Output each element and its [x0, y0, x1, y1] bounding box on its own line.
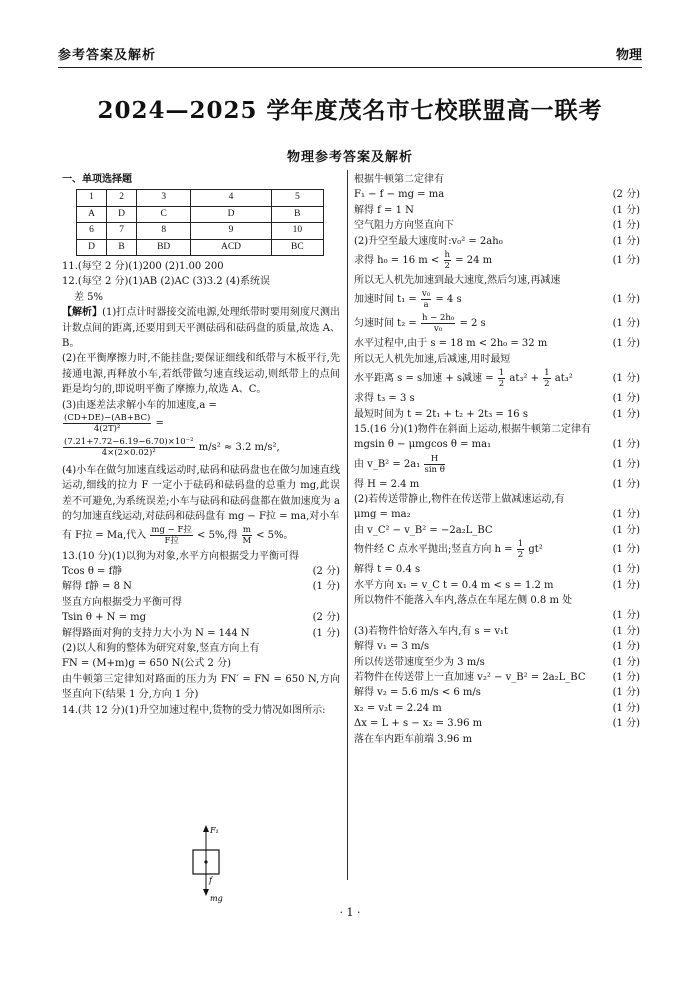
q13-step: 由牛顿第三定律知对路面的压力为 FN′ = FN = 650 N,方向竖直向下(结果 1 分,方向 1 分)	[62, 673, 340, 701]
q14-step	[354, 407, 640, 422]
score: (1 分)	[612, 610, 640, 622]
eq: gt²	[528, 544, 543, 556]
eq: 匀速时间 t₂ =	[354, 318, 417, 330]
score: (2 分)	[312, 612, 340, 624]
q15-step	[354, 655, 640, 670]
label-F1: F₁	[210, 826, 219, 835]
score: (2 分)	[612, 189, 640, 201]
q14-step: 所以无人机先加速,后减速,用时最短	[354, 353, 511, 365]
score: (1 分)	[612, 478, 640, 490]
score: (1 分)	[612, 718, 640, 730]
numerator: (CD+DE)−(AB+BC)	[64, 413, 151, 424]
q14-step	[354, 203, 640, 218]
q14-step	[354, 367, 640, 391]
formula-result: m/s² ≈ 3.2 m/s²,	[198, 442, 280, 454]
eq: at₃² +	[509, 373, 539, 385]
denominator: 2	[444, 260, 450, 271]
q13-step: FN = (M+m)g = 650 N(公式 2 分)	[62, 658, 232, 670]
score: (1 分)	[612, 254, 640, 266]
page-number: · 1 ·	[339, 906, 361, 919]
fraction	[444, 250, 451, 271]
eq: 若物件在传送带上一直加速 v₂² − v_B² = 2a₂L_BC	[354, 672, 586, 683]
score: (1 分)	[612, 687, 640, 699]
fraction	[424, 454, 444, 475]
text: 有 F拉 = Ma,代入	[62, 529, 147, 541]
eq: Tsin θ + N = mg	[62, 612, 147, 624]
fraction	[421, 313, 455, 334]
analysis-tag: 【解析】	[62, 307, 103, 319]
q14-step	[354, 234, 640, 249]
question-number-cell: 5	[271, 190, 323, 206]
q12-answer-cont: 差 5%	[74, 291, 104, 303]
answer-row	[77, 190, 324, 206]
eq: 由 v_B² = 2a₁	[354, 458, 421, 470]
fraction	[517, 539, 524, 560]
score: (1 分)	[312, 627, 340, 639]
eq: 水平方向 x₁ = v_C t = 0.4 m < s = 1.2 m	[354, 579, 554, 591]
score: (1 分)	[612, 641, 640, 653]
score: (1 分)	[612, 393, 640, 405]
arrow-up-icon	[203, 825, 209, 832]
q11-answer: 11.(每空 2 分)(1)200 (2)1.00 200	[62, 261, 224, 273]
eq: 求得 t₃ = 3 s	[354, 393, 415, 405]
question-number-cell: 6	[77, 223, 107, 239]
answer-cell: D	[191, 206, 271, 222]
question-number-cell: 2	[107, 190, 137, 206]
question-number-cell: 9	[191, 223, 271, 239]
page-title: 2024—2025 学年度茂名市七校联盟高一联考	[97, 97, 603, 124]
eq: 水平过程中,由于 s = 18 m < 2h₀ = 32 m	[354, 338, 548, 350]
answer-cell: D	[77, 239, 107, 255]
score: (1 分)	[612, 204, 640, 216]
numerator: H	[424, 454, 444, 465]
question-number-cell: 4	[191, 190, 271, 206]
denominator: 2	[517, 550, 524, 561]
eq: 由 v_C² − v_B² = −2a₂L_BC	[354, 524, 493, 536]
eq: Δx = L + s − x₂ = 3.96 m	[354, 718, 483, 730]
q15-step	[354, 639, 640, 654]
answer-cell: D	[107, 206, 137, 222]
eq: = 2 s	[459, 318, 486, 330]
header-left: 参考答案及解析	[58, 48, 157, 63]
fraction	[150, 525, 192, 546]
eq: (3)若物件恰好落入车内,有 s = v₁t	[354, 625, 509, 637]
q12-analysis-4-end	[62, 525, 340, 549]
q15-step: (2)若传送带静止,物件在传送带上做减速运动,有	[354, 494, 565, 506]
eq: 解得 v₁ = 3 m/s	[354, 641, 430, 653]
q12-answer: 12.(每空 2 分)(1)AB (2)AC (3)3.2 (4)系统误	[62, 276, 270, 288]
q15-step	[354, 608, 640, 623]
q15-step	[354, 507, 640, 522]
score: (1 分)	[612, 625, 640, 637]
numerator: h	[444, 249, 450, 260]
q14-step: 根据牛顿第二定律有	[354, 174, 444, 185]
label-f: f	[209, 876, 212, 885]
q12-analysis-4: (4)小车在做匀加速直线运动时,砝码和砝码盘也在做匀加速直线运动,细线的拉力 F 一定小于砝码和砝码盘的总重力 mg,此误差不可避免,为系统误差;小车与砝码和砝码盘都在做加速度为 a 的匀加速直线运动,对砝码和砝码盘有 mg − F拉 = ma,对小车	[62, 465, 340, 523]
numerator: (7.21+7.72−6.19−6.70)×10⁻²	[64, 437, 194, 448]
header-subject: 物理	[615, 48, 642, 63]
fraction	[63, 437, 195, 458]
question-number-cell: 8	[137, 223, 191, 239]
score: (1 分)	[612, 458, 640, 470]
section-heading: 一、单项选择题	[62, 174, 132, 185]
score: (1 分)	[612, 579, 640, 591]
q13-step	[62, 564, 340, 579]
eq: 得 H = 2.4 m	[354, 478, 420, 490]
label-mg: mg	[210, 894, 223, 903]
q13-step	[62, 579, 340, 594]
center-point	[204, 860, 207, 863]
answer-row	[77, 223, 324, 239]
numerator: h − 2h₀	[421, 313, 455, 324]
q12-analysis-3: (3)由逐差法求解小车的加速度,a =	[62, 399, 217, 411]
eq: μmg = ma₂	[354, 509, 411, 521]
q13-step	[62, 626, 340, 641]
question-number-cell: 10	[271, 223, 323, 239]
force-diagram	[186, 823, 236, 903]
answer-cell: ACD	[191, 239, 271, 255]
q15-step: 落在车内距车前端 3.96 m	[354, 733, 473, 745]
denominator: 2	[544, 379, 550, 390]
score: (1 分)	[612, 564, 640, 576]
eq: Tcos θ = f静	[62, 566, 123, 578]
denominator: a	[423, 300, 429, 311]
eq: x₂ = v₂t = 2.24 m	[354, 702, 442, 714]
q14-step	[354, 218, 640, 233]
denominator: sin θ	[424, 464, 445, 475]
score: (1 分)	[612, 338, 640, 350]
q15-step	[354, 538, 640, 562]
answer-table	[76, 189, 324, 256]
answer-cell: B	[107, 239, 137, 255]
numerator: v₀	[421, 289, 431, 300]
page-header	[58, 38, 642, 68]
score: (1 分)	[612, 235, 640, 247]
q14-step	[354, 391, 640, 406]
q15-step	[354, 716, 640, 731]
eq: = 24 m	[455, 254, 493, 266]
q12-analysis-2: (2)在平衡摩擦力时,不能挂盘;要保证细线和纸带与木板平行,先接通电源,再释放小车,若纸带做匀速直线运动,则纸带上的点间距是均匀的,即说明平衡了摩擦力,故选 A、C。	[62, 353, 340, 396]
answer-cell: BC	[271, 239, 323, 255]
q15-step	[354, 701, 640, 716]
answer-cell: B	[271, 206, 323, 222]
eq: F₁ − f − mg = ma	[354, 189, 445, 201]
fraction	[242, 525, 252, 546]
question-number-cell: 3	[137, 190, 191, 206]
eq: 所以传送带速度至少为 3 m/s	[354, 656, 485, 668]
score: (2 分)	[312, 566, 340, 578]
text: < 5%。	[256, 529, 294, 541]
score: (1 分)	[612, 544, 640, 556]
q15-head: 15.(16 分)(1)物件在斜面上运动,根据牛顿第二定律有	[354, 423, 591, 435]
q12-formula-2	[62, 437, 340, 463]
numerator: mg − F拉	[151, 524, 192, 535]
score: (1 分)	[612, 220, 640, 232]
q14-step	[354, 249, 640, 273]
eq: mgsin θ − μmgcos θ = ma₁	[354, 439, 492, 451]
score: (1 分)	[612, 373, 640, 385]
eq: (2)升空至最大速度时:v₀² = 2ah₀	[354, 235, 503, 247]
score: (1 分)	[612, 656, 640, 668]
eq: 求得 h₀ = 16 m <	[354, 254, 440, 266]
q12-analysis-1	[62, 305, 340, 351]
eq: 最短时间为 t = 2t₁ + t₂ + 2t₃ = 16 s	[354, 408, 528, 420]
q13-head: 13.(10 分)(1)以狗为对象,水平方向根据受力平衡可得	[62, 550, 299, 562]
q14-step: 所以无人机先加速到最大速度,然后匀速,再减速	[354, 274, 561, 286]
eq: = 4 s	[435, 294, 462, 306]
arrow-down-icon	[203, 889, 209, 896]
q12-formula-1: $\frac{(CD+DE)-(AB+BC)}{\text{4(2T)²}}$ =	[64, 413, 164, 435]
denominator: M	[242, 535, 252, 546]
q13-step: (2)以人和狗的整体为研究对象,竖直方向上有	[62, 643, 260, 655]
denominator: v₀	[433, 324, 443, 335]
fraction	[498, 368, 505, 389]
numerator: 1	[517, 539, 524, 550]
numerator: m	[242, 524, 251, 535]
q14-step	[354, 336, 640, 351]
eq: 解得 f = 1 N	[354, 204, 414, 216]
score: (1 分)	[612, 318, 640, 330]
q13-step	[62, 610, 340, 625]
answer-cell: A	[77, 206, 107, 222]
analysis-text: (1)打点计时器接交流电源,处理纸带时要用刻度尺测出计数点间的距离,还要用到天平测砝码和砝码盘的质量,故选 A、B。	[62, 307, 341, 349]
score: (1 分)	[612, 509, 640, 521]
fraction	[421, 289, 431, 310]
q14-step	[354, 312, 640, 336]
denominator: 4(2T)²	[93, 424, 121, 435]
page-subtitle: 物理参考答案及解析	[286, 150, 413, 165]
denominator: F拉	[164, 535, 179, 546]
q13-step: 竖直方向根据受力平衡可得	[62, 596, 182, 608]
column-divider	[347, 170, 348, 880]
q15-step	[354, 437, 640, 452]
q15-step	[354, 562, 640, 577]
q15-step	[354, 624, 640, 639]
eq: at₃²	[554, 373, 573, 385]
q15-step	[354, 670, 640, 685]
answer-row	[77, 239, 324, 255]
q15-step	[354, 685, 640, 700]
score: (1 分)	[612, 439, 640, 451]
numerator: 1	[544, 368, 550, 379]
eq: 水平距离 s = s加速 + s减速 =	[354, 373, 494, 385]
eq: 空气阻力方向竖直向下	[354, 220, 454, 232]
fraction	[543, 368, 550, 389]
answer-cell: C	[137, 206, 191, 222]
q14-step	[354, 187, 640, 202]
numerator: 1	[498, 368, 505, 379]
right-column	[354, 172, 640, 747]
q14-head: 14.(共 12 分)(1)升空加速过程中,货物的受力情况如图所示:	[62, 704, 326, 716]
score: (1 分)	[612, 702, 640, 714]
eq: 加速时间 t₁ =	[354, 294, 417, 306]
fraction	[63, 413, 151, 434]
eq: 解得路面对狗的支持力大小为 N = 144 N	[62, 627, 250, 639]
denominator: 2	[498, 379, 505, 390]
score: (1 分)	[612, 524, 640, 536]
left-column	[62, 172, 340, 718]
q15-step	[354, 453, 640, 477]
score: (1 分)	[612, 294, 640, 306]
q15-step	[354, 578, 640, 593]
q15-step	[354, 523, 640, 538]
score: (1 分)	[312, 581, 340, 593]
score: (1 分)	[612, 672, 640, 683]
eq: 物件经 C 点水平抛出;竖直方向 h =	[354, 544, 513, 556]
question-number-cell: 7	[107, 223, 137, 239]
answer-row	[77, 206, 324, 222]
text: < 5%,得	[197, 529, 238, 541]
q15-step: 所以物件不能落入车内,落点在车尾左侧 0.8 m 处	[354, 595, 573, 607]
answer-cell: BD	[137, 239, 191, 255]
eq: 解得 v₂ = 5.6 m/s < 6 m/s	[354, 687, 481, 699]
q14-step	[354, 288, 640, 312]
eq: 解得 t = 0.4 s	[354, 564, 421, 576]
question-number-cell: 1	[77, 190, 107, 206]
denominator: 4×(2×0.02)²	[101, 448, 156, 459]
q15-step	[354, 477, 640, 492]
score: (1 分)	[612, 408, 640, 420]
eq: 解得 f静 = 8 N	[62, 581, 132, 593]
